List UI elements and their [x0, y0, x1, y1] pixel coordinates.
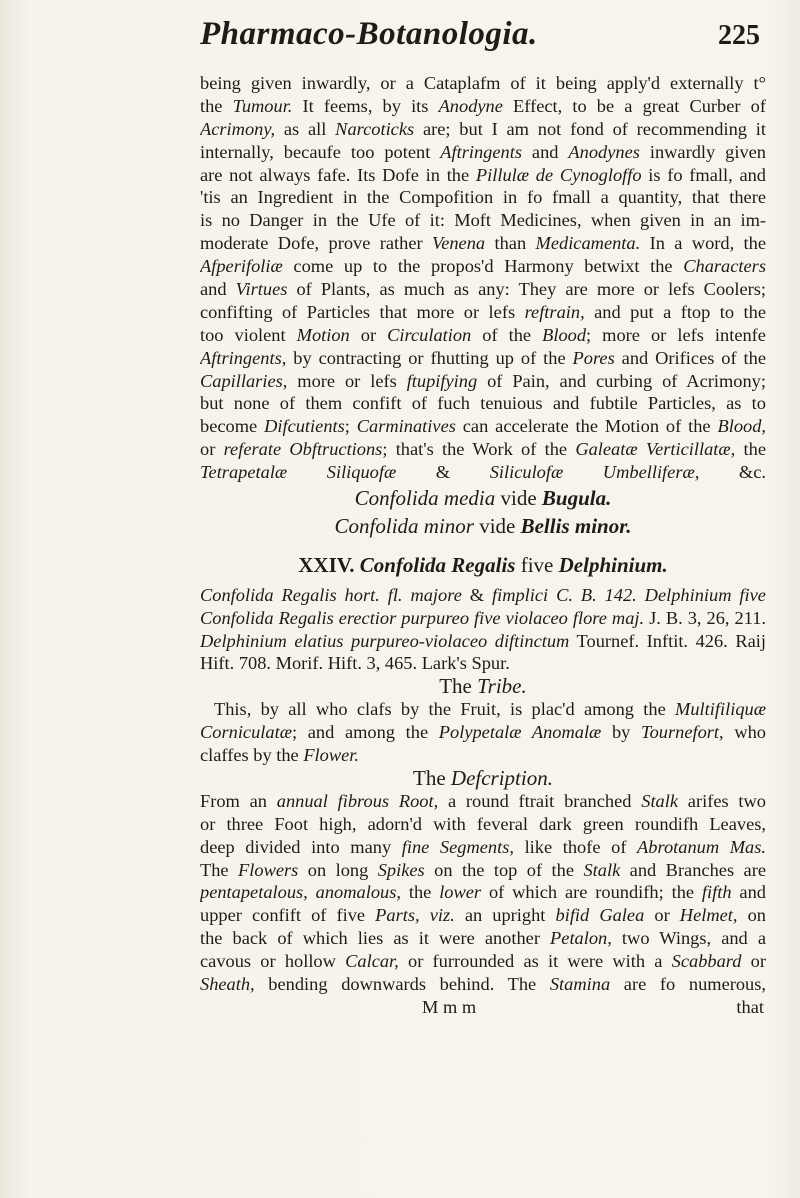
- cross-reference: Confolida media vide Bugula.: [354, 486, 612, 511]
- text-line: internally, becaufe too potent Aftringents and Anodynes inwardly given: [200, 141, 766, 162]
- text-line: The Flowers on long Spikes on the top of the Stalk and Branches are: [200, 859, 766, 880]
- page-header: [200, 16, 760, 66]
- section-heading-description: The Defcription.: [413, 765, 553, 790]
- text-line: cavous or hollow Calcar, or furrounded as it were with a Scabbard or: [200, 951, 766, 972]
- text-line: This, by all who clafs by the Fruit, is plac'd among the Multifiliquæ: [214, 699, 766, 720]
- cross-reference: Confolida minor vide Bellis minor.: [334, 513, 632, 538]
- text-line: Aftringents, by contracting or fhutting up of the Pores and Orifices of the: [200, 347, 766, 368]
- text-line: From an annual fibrous Root, a round ftrait branched Stalk arifes two: [200, 790, 766, 811]
- text-line: Corniculatæ; and among the Polypetalæ Anomalæ by Tournefort, who: [200, 722, 766, 743]
- text-line: and Virtues of Plants, as much as any: They are more or lefs Coolers;: [200, 279, 766, 300]
- text-line: or three Foot high, adorn'd with feveral dark green roundifh Leaves,: [200, 813, 766, 834]
- text-line: the Tumour. It feems, by its Anodyne Effect, to be a great Curber of: [200, 95, 766, 116]
- signature-mark: M m m: [422, 996, 477, 1017]
- text-line: too violent Motion or Circulation of the Blood; more or lefs intenfe: [200, 324, 766, 345]
- text-line: Afperifoliæ come up to the propos'd Harmony betwixt the Characters: [200, 256, 766, 277]
- text-line: upper confift of five Parts, viz. an upright bifid Galea or Helmet, on: [200, 905, 766, 926]
- text-line: Acrimony, as all Narcoticks are; but I am not fond of recommending it: [200, 118, 766, 139]
- signature-line: [200, 996, 766, 1019]
- text-line: deep divided into many fine Segments, like thofe of Abrotanum Mas.: [200, 836, 766, 857]
- synonym-line: Hift. 708. Morif. Hift. 3, 465. Lark's Spur.: [200, 653, 510, 674]
- text-line: claffes by the Flower.: [200, 745, 360, 766]
- entry-heading: XXIV. Confolida Regalis five Delphinium.: [298, 552, 668, 577]
- text-line: being given inwardly, or a Cataplafm of it being apply'd externally t°: [200, 73, 766, 93]
- text-line: moderate Dofe, prove rather Venena than Medicamenta. In a word, the: [200, 233, 766, 254]
- text-line: pentapetalous, anomalous, the lower of which are roundifh; the fifth and: [200, 882, 766, 903]
- text-line: become Difcutients; Carminatives can accelerate the Motion of the Blood,: [200, 416, 766, 437]
- page-body: [200, 72, 766, 1019]
- synonym-line: Confolida Regalis erectior purpureo five violaceo flore maj. J. B. 3, 26, 211.: [200, 607, 766, 628]
- catchword: that: [736, 996, 764, 1017]
- text-line: Sheath, bending downwards behind. The Stamina are fo numerous,: [200, 973, 766, 994]
- page-number: 225: [718, 20, 760, 51]
- text-line: is no Danger in the Ufe of it: Moft Medicines, when given in an im-: [200, 210, 766, 231]
- text-line: Capillaries, more or lefs ftupifying of Pain, and curbing of Acrimony;: [200, 370, 766, 391]
- text-line: are not always fafe. Its Dofe in the Pillulæ de Cynogloffo is fo fmall, and: [200, 164, 766, 185]
- text-line: the back of which lies as it were another Petalon, two Wings, and a: [200, 928, 766, 949]
- section-heading-tribe: The Tribe.: [439, 674, 527, 699]
- synonym-line: Delphinium elatius purpureo-violaceo diftinctum Tournef. Inftit. 426. Raij: [200, 630, 766, 651]
- text-line: 'tis an Ingredient in the Compofition in fo fmall a quantity, that there: [200, 187, 766, 208]
- text-line: but none of them confift of fuch tenuious and fubtile Particles, as to: [200, 393, 766, 414]
- text-line: confifting of Particles that more or lefs reftrain, and put a ftop to the: [200, 301, 766, 322]
- text-line: Tetrapetalæ Siliquofæ & Siliculofæ Umbelliferæ, &c.: [200, 462, 766, 483]
- text-line: or referate Obftructions; that's the Work of the Galeatæ Verticillatæ, the: [200, 439, 766, 460]
- synonym-line: Confolida Regalis hort. fl. majore & fimplici C. B. 142. Delphinium five: [200, 584, 766, 605]
- running-title: Pharmaco-Botanologia.: [200, 16, 538, 52]
